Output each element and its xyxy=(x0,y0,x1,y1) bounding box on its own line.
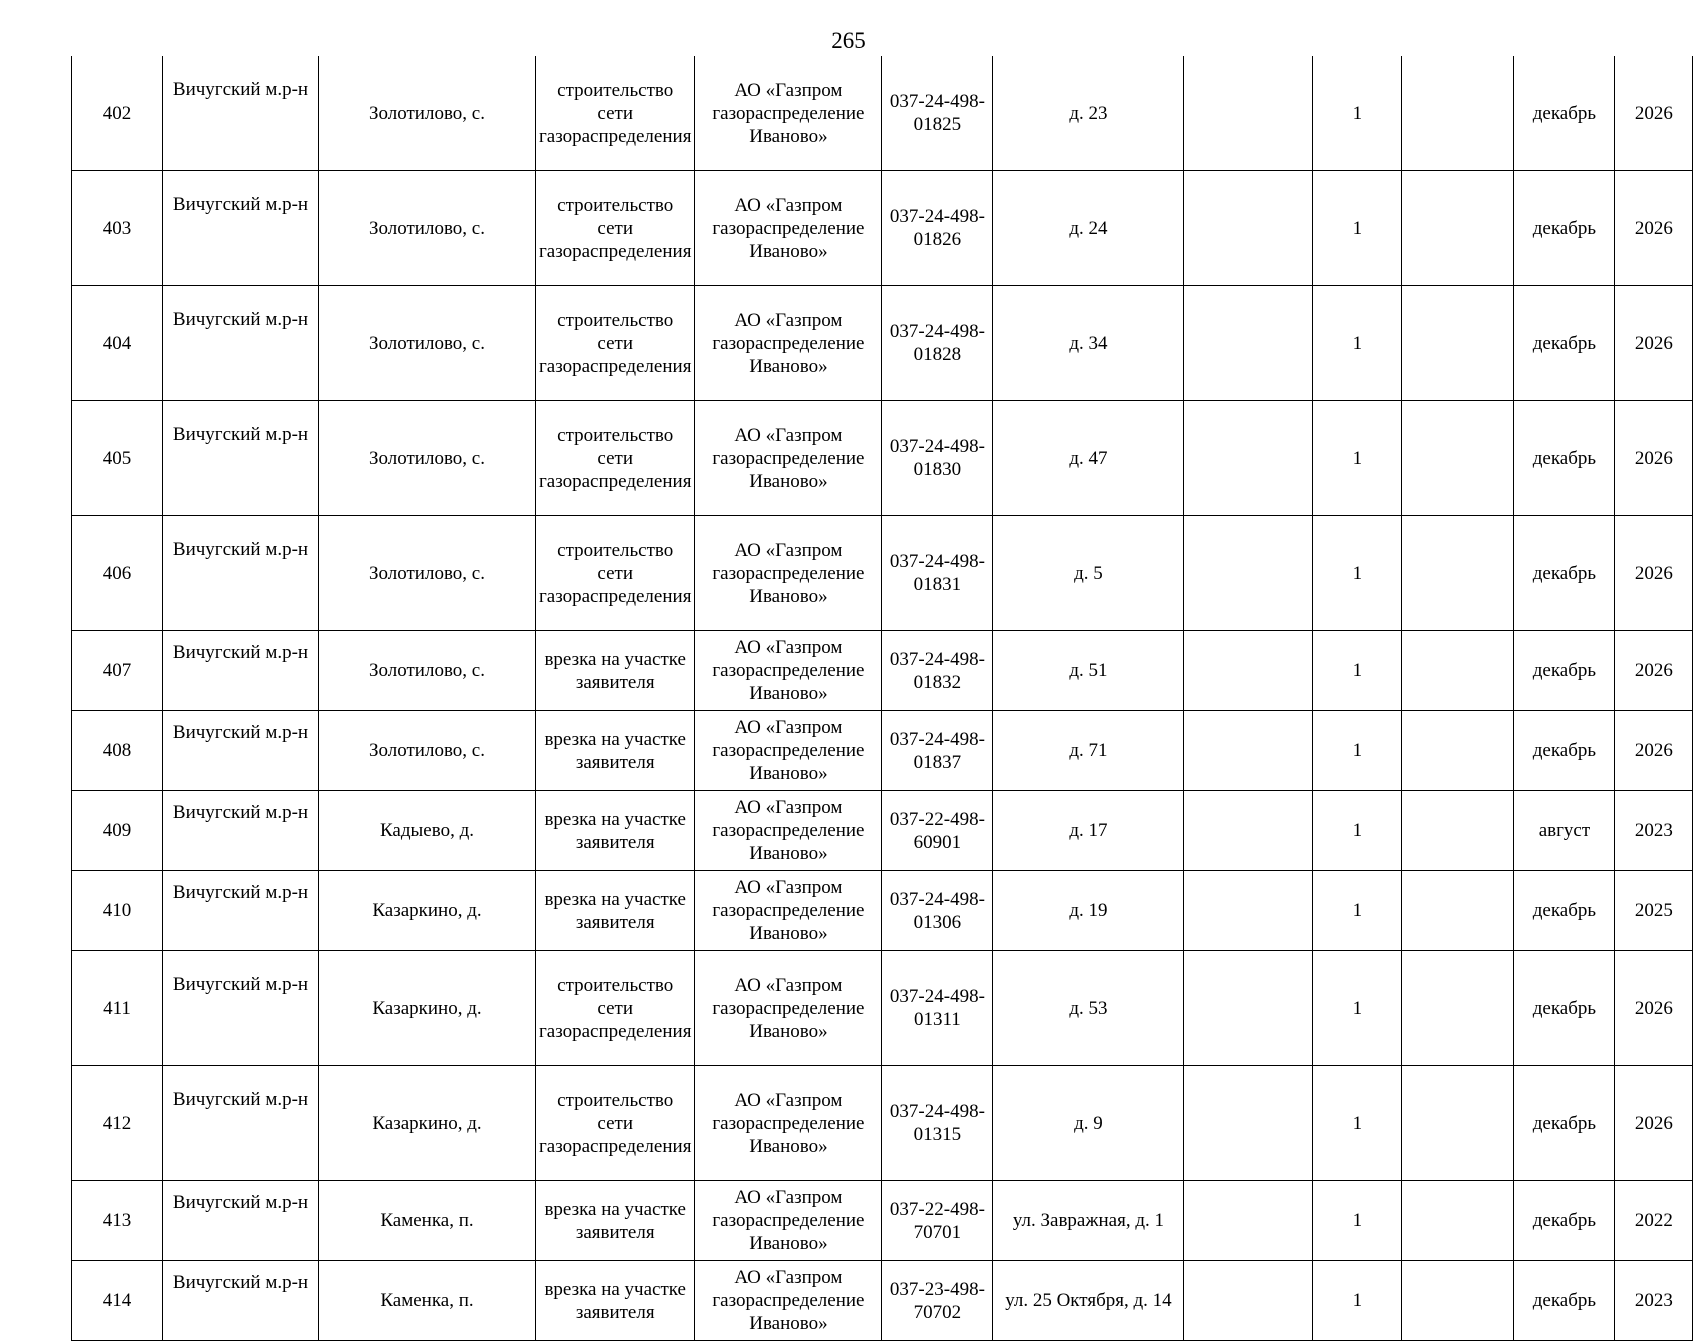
empty-cell xyxy=(1184,171,1313,286)
empty-cell xyxy=(1184,1066,1313,1181)
locality-cell: Золотилово, с. xyxy=(319,516,536,631)
work-type-cell: строительство сети газораспределения xyxy=(536,951,695,1066)
district-cell: Вичугский м.р-н xyxy=(163,711,319,791)
row-number-cell: 404 xyxy=(72,286,163,401)
table-row xyxy=(72,711,1693,791)
organization-cell: АО «Газпром газораспределение Иваново» xyxy=(695,791,882,871)
year-cell: 2023 xyxy=(1615,791,1693,871)
table-row xyxy=(72,871,1693,951)
application-number-cell: 037-24-498-01315 xyxy=(882,1066,993,1181)
row-number-cell: 414 xyxy=(72,1261,163,1341)
empty-cell xyxy=(1402,871,1514,951)
quantity-cell: 1 xyxy=(1313,1181,1402,1261)
district-cell: Вичугский м.р-н xyxy=(163,286,319,401)
address-cell: д. 9 xyxy=(993,1066,1184,1181)
quantity-cell: 1 xyxy=(1313,1261,1402,1341)
locality-cell: Золотилово, с. xyxy=(319,56,536,171)
empty-cell xyxy=(1184,516,1313,631)
month-cell: декабрь xyxy=(1514,1066,1615,1181)
application-number-cell: 037-24-498-01832 xyxy=(882,631,993,711)
row-number-cell: 406 xyxy=(72,516,163,631)
district-cell: Вичугский м.р-н xyxy=(163,951,319,1066)
locality-cell: Золотилово, с. xyxy=(319,401,536,516)
table-row xyxy=(72,401,1693,516)
application-number-cell: 037-24-498-01837 xyxy=(882,711,993,791)
year-cell: 2026 xyxy=(1615,401,1693,516)
address-cell: д. 47 xyxy=(993,401,1184,516)
locality-cell: Казаркино, д. xyxy=(319,951,536,1066)
locality-cell: Казаркино, д. xyxy=(319,1066,536,1181)
row-number-cell: 405 xyxy=(72,401,163,516)
table-row xyxy=(72,631,1693,711)
empty-cell xyxy=(1184,951,1313,1066)
empty-cell xyxy=(1402,1261,1514,1341)
address-cell: д. 17 xyxy=(993,791,1184,871)
table-row xyxy=(72,516,1693,631)
district-cell: Вичугский м.р-н xyxy=(163,171,319,286)
month-cell: декабрь xyxy=(1514,871,1615,951)
year-cell: 2026 xyxy=(1615,171,1693,286)
quantity-cell: 1 xyxy=(1313,871,1402,951)
locality-cell: Казаркино, д. xyxy=(319,871,536,951)
quantity-cell: 1 xyxy=(1313,171,1402,286)
address-cell: д. 23 xyxy=(993,56,1184,171)
year-cell: 2026 xyxy=(1615,631,1693,711)
work-type-cell: строительство сети газораспределения xyxy=(536,56,695,171)
month-cell: декабрь xyxy=(1514,286,1615,401)
quantity-cell: 1 xyxy=(1313,516,1402,631)
locality-cell: Золотилово, с. xyxy=(319,711,536,791)
organization-cell: АО «Газпром газораспределение Иваново» xyxy=(695,1261,882,1341)
application-number-cell: 037-24-498-01830 xyxy=(882,401,993,516)
row-number-cell: 408 xyxy=(72,711,163,791)
month-cell: август xyxy=(1514,791,1615,871)
empty-cell xyxy=(1402,951,1514,1066)
address-cell: ул. 25 Октября, д. 14 xyxy=(993,1261,1184,1341)
work-type-cell: строительство сети газораспределения xyxy=(536,401,695,516)
application-number-cell: 037-24-498-01826 xyxy=(882,171,993,286)
application-number-cell: 037-24-498-01311 xyxy=(882,951,993,1066)
quantity-cell: 1 xyxy=(1313,401,1402,516)
quantity-cell: 1 xyxy=(1313,1066,1402,1181)
row-number-cell: 412 xyxy=(72,1066,163,1181)
district-cell: Вичугский м.р-н xyxy=(163,1066,319,1181)
district-cell: Вичугский м.р-н xyxy=(163,516,319,631)
month-cell: декабрь xyxy=(1514,1181,1615,1261)
empty-cell xyxy=(1184,631,1313,711)
empty-cell xyxy=(1402,791,1514,871)
address-cell: д. 51 xyxy=(993,631,1184,711)
empty-cell xyxy=(1184,871,1313,951)
locality-cell: Каменка, п. xyxy=(319,1181,536,1261)
row-number-cell: 413 xyxy=(72,1181,163,1261)
empty-cell xyxy=(1402,1066,1514,1181)
table-row xyxy=(72,286,1693,401)
quantity-cell: 1 xyxy=(1313,711,1402,791)
address-cell: д. 53 xyxy=(993,951,1184,1066)
table-row xyxy=(72,1066,1693,1181)
month-cell: декабрь xyxy=(1514,516,1615,631)
application-number-cell: 037-24-498-01825 xyxy=(882,56,993,171)
organization-cell: АО «Газпром газораспределение Иваново» xyxy=(695,516,882,631)
district-cell: Вичугский м.р-н xyxy=(163,401,319,516)
year-cell: 2022 xyxy=(1615,1181,1693,1261)
application-number-cell: 037-24-498-01828 xyxy=(882,286,993,401)
organization-cell: АО «Газпром газораспределение Иваново» xyxy=(695,951,882,1066)
year-cell: 2026 xyxy=(1615,711,1693,791)
month-cell: декабрь xyxy=(1514,631,1615,711)
empty-cell xyxy=(1402,401,1514,516)
quantity-cell: 1 xyxy=(1313,56,1402,171)
empty-cell xyxy=(1184,1181,1313,1261)
year-cell: 2023 xyxy=(1615,1261,1693,1341)
empty-cell xyxy=(1184,711,1313,791)
locality-cell: Золотилово, с. xyxy=(319,171,536,286)
organization-cell: АО «Газпром газораспределение Иваново» xyxy=(695,286,882,401)
district-cell: Вичугский м.р-н xyxy=(163,1261,319,1341)
locality-cell: Кадыево, д. xyxy=(319,791,536,871)
month-cell: декабрь xyxy=(1514,401,1615,516)
address-cell: д. 19 xyxy=(993,871,1184,951)
quantity-cell: 1 xyxy=(1313,791,1402,871)
year-cell: 2026 xyxy=(1615,56,1693,171)
table-row xyxy=(72,56,1693,171)
district-cell: Вичугский м.р-н xyxy=(163,1181,319,1261)
quantity-cell: 1 xyxy=(1313,951,1402,1066)
table-row xyxy=(72,951,1693,1066)
organization-cell: АО «Газпром газораспределение Иваново» xyxy=(695,1066,882,1181)
organization-cell: АО «Газпром газораспределение Иваново» xyxy=(695,171,882,286)
empty-cell xyxy=(1184,286,1313,401)
empty-cell xyxy=(1402,286,1514,401)
application-number-cell: 037-22-498-60901 xyxy=(882,791,993,871)
empty-cell xyxy=(1184,791,1313,871)
empty-cell xyxy=(1184,401,1313,516)
row-number-cell: 403 xyxy=(72,171,163,286)
application-number-cell: 037-23-498-70702 xyxy=(882,1261,993,1341)
locality-cell: Каменка, п. xyxy=(319,1261,536,1341)
empty-cell xyxy=(1402,631,1514,711)
gas-connection-table xyxy=(71,56,1693,1341)
table-row xyxy=(72,1261,1693,1341)
address-cell: д. 24 xyxy=(993,171,1184,286)
row-number-cell: 410 xyxy=(72,871,163,951)
empty-cell xyxy=(1402,56,1514,171)
work-type-cell: врезка на участке заявителя xyxy=(536,711,695,791)
work-type-cell: врезка на участке заявителя xyxy=(536,1261,695,1341)
row-number-cell: 411 xyxy=(72,951,163,1066)
empty-cell xyxy=(1184,56,1313,171)
month-cell: декабрь xyxy=(1514,711,1615,791)
locality-cell: Золотилово, с. xyxy=(319,286,536,401)
address-cell: ул. Завражная, д. 1 xyxy=(993,1181,1184,1261)
empty-cell xyxy=(1402,1181,1514,1261)
row-number-cell: 409 xyxy=(72,791,163,871)
work-type-cell: строительство сети газораспределения xyxy=(536,516,695,631)
year-cell: 2026 xyxy=(1615,516,1693,631)
organization-cell: АО «Газпром газораспределение Иваново» xyxy=(695,871,882,951)
address-cell: д. 71 xyxy=(993,711,1184,791)
year-cell: 2026 xyxy=(1615,286,1693,401)
month-cell: декабрь xyxy=(1514,951,1615,1066)
row-number-cell: 407 xyxy=(72,631,163,711)
work-type-cell: врезка на участке заявителя xyxy=(536,1181,695,1261)
quantity-cell: 1 xyxy=(1313,631,1402,711)
work-type-cell: строительство сети газораспределения xyxy=(536,286,695,401)
address-cell: д. 34 xyxy=(993,286,1184,401)
table-row xyxy=(72,791,1693,871)
district-cell: Вичугский м.р-н xyxy=(163,56,319,171)
address-cell: д. 5 xyxy=(993,516,1184,631)
page-number: 265 xyxy=(831,28,866,53)
organization-cell: АО «Газпром газораспределение Иваново» xyxy=(695,711,882,791)
work-type-cell: врезка на участке заявителя xyxy=(536,791,695,871)
application-number-cell: 037-24-498-01306 xyxy=(882,871,993,951)
district-cell: Вичугский м.р-н xyxy=(163,631,319,711)
work-type-cell: строительство сети газораспределения xyxy=(536,171,695,286)
row-number-cell: 402 xyxy=(72,56,163,171)
month-cell: декабрь xyxy=(1514,171,1615,286)
year-cell: 2025 xyxy=(1615,871,1693,951)
empty-cell xyxy=(1402,516,1514,631)
month-cell: декабрь xyxy=(1514,1261,1615,1341)
work-type-cell: врезка на участке заявителя xyxy=(536,631,695,711)
organization-cell: АО «Газпром газораспределение Иваново» xyxy=(695,56,882,171)
organization-cell: АО «Газпром газораспределение Иваново» xyxy=(695,1181,882,1261)
year-cell: 2026 xyxy=(1615,1066,1693,1181)
district-cell: Вичугский м.р-н xyxy=(163,791,319,871)
organization-cell: АО «Газпром газораспределение Иваново» xyxy=(695,401,882,516)
application-number-cell: 037-22-498-70701 xyxy=(882,1181,993,1261)
empty-cell xyxy=(1184,1261,1313,1341)
quantity-cell: 1 xyxy=(1313,286,1402,401)
empty-cell xyxy=(1402,711,1514,791)
empty-cell xyxy=(1402,171,1514,286)
table-body xyxy=(72,56,1693,1341)
table-row xyxy=(72,171,1693,286)
organization-cell: АО «Газпром газораспределение Иваново» xyxy=(695,631,882,711)
application-number-cell: 037-24-498-01831 xyxy=(882,516,993,631)
year-cell: 2026 xyxy=(1615,951,1693,1066)
locality-cell: Золотилово, с. xyxy=(319,631,536,711)
table-row xyxy=(72,1181,1693,1261)
work-type-cell: строительство сети газораспределения xyxy=(536,1066,695,1181)
work-type-cell: врезка на участке заявителя xyxy=(536,871,695,951)
month-cell: декабрь xyxy=(1514,56,1615,171)
district-cell: Вичугский м.р-н xyxy=(163,871,319,951)
